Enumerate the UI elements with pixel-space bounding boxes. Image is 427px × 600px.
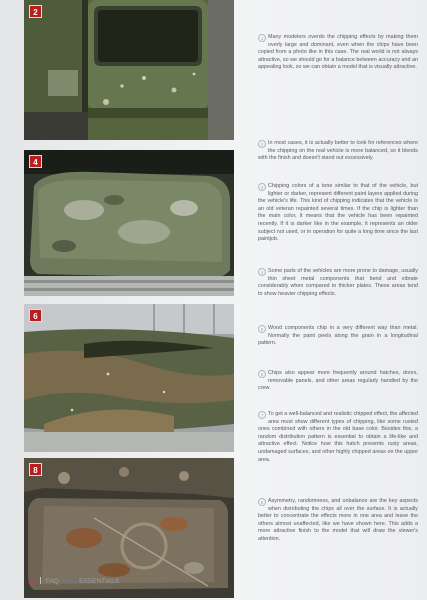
caption-number: 4 [258,268,266,276]
caption-2 [258,140,418,163]
caption-6 [258,370,418,393]
caption-text: Chips also appear more frequently around hatches, doors, removable panels, and other areas regularly handled by the crew. [258,370,418,392]
caption-4 [258,268,418,298]
caption-text: Wood components chip in a very different way than metal. Normally the paint peels along the grain in a longitudinal pattern. [258,325,418,347]
caption-number: 7 [258,411,266,419]
truck-door-image [24,0,234,140]
caption-text: In most cases, it is actually better to look for references where the chipping on the real vehicle is more balanced, so it blends with the finish and doesn't stand out excessively. [258,140,418,162]
engine-cover-image [24,150,234,296]
page-number: 22 [28,578,36,585]
aircraft-fuselage-image [24,304,234,452]
caption-number: 6 [258,370,266,378]
caption-5 [258,325,418,348]
photo-truck-door [24,0,234,140]
magazine-name: FAQ [45,578,59,585]
caption-text: Many modelers overdo the chipping effects by making them overly large and dominant, even when the chips have been copied from a photo like in this case. The real world is not always attractive, so we should go for a balance between accuracy and an appealing look, so we can obtain a model that is visually attractive. [258,34,418,71]
caption-text: Asymmetry, randomness, and unbalance are the key aspects when distributing the chips all over the surface. It is actually better to concentrate the effects more in one area and leave the others almost unaffected, like we have shown here. This adds a more attractive finish to the model that will draw the viewer's attention. [258,498,418,542]
caption-number: 5 [258,325,266,333]
caption-text: Chipping colors of a tone similar to that of the vehicle, but lighter or darker, represent different paint layers applied during the vehicle's life. This kind of chipping indicates that the vehicle is an old veteran repainted several times. If the chip is lighter than the main color, it means that the vehicle has been repainted recently. If it is darker like in the example, it represents an older subject not used, or in operation for quite a long time since the last paintjob. [258,183,418,243]
page-footer [28,576,119,588]
series-name-bold: AFVs [60,578,78,585]
caption-7 [258,411,418,464]
caption-number: 2 [258,140,266,148]
footer-divider [40,577,41,584]
caption-number: 8 [258,498,266,506]
photo-aircraft-fuselage [24,304,234,452]
photo-engine-cover [24,150,234,296]
caption-8 [258,498,418,544]
caption-text: To get a well-balanced and realistic chipped effect, the affected area must show different types of chipping, like some rusted ones combined with others in the old base color. Besides this, a random distribution pattern is essential to obtain a life-like and attractive effect. Notice how this hatch presents rusty areas, undamaged surfaces, and other highly chipped areas on the upper area. [258,411,418,463]
photo-number-badge: 8 [29,463,42,476]
caption-3 [258,183,418,244]
caption-1 [258,34,418,72]
photo-number-badge: 2 [29,5,42,18]
photo-number-badge: 6 [29,309,42,322]
photo-number-badge: 4 [29,155,42,168]
series-name: ESSENTIALS [79,578,120,585]
caption-number: 1 [258,34,266,42]
caption-number: 3 [258,183,266,191]
caption-text: Some parts of the vehicles are more prone to damage, usually thin sheet metal components that bend and vibrate considerably when compared to thicker plates. These areas tend to show heavier chipping effects. [258,268,418,297]
